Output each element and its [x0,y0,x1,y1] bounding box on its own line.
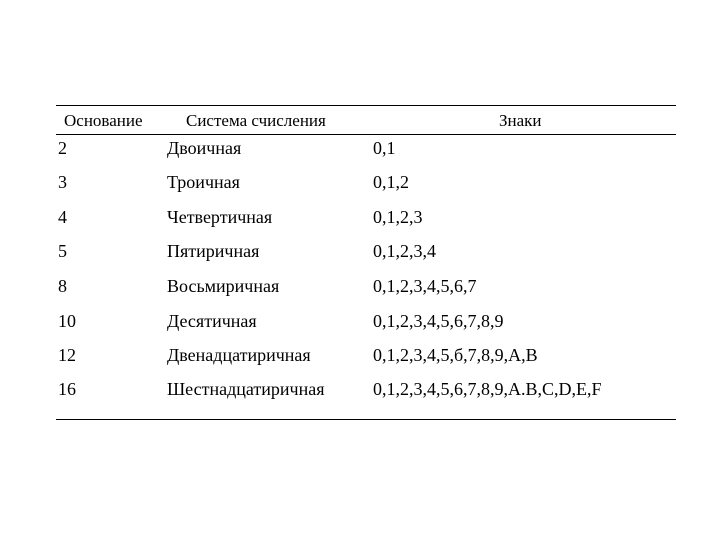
table-row [56,170,676,194]
cell-signs: 0,1,2,3,4,5,6,7 [373,276,477,296]
cell-signs: 0,1,2,3,4,5,6,7,8,9,А.В,С,D,E,F [373,379,602,399]
cell-base: 5 [58,241,67,261]
cell-system: Восьмиричная [167,276,280,296]
cell-system: Двенадцатиричная [167,345,311,365]
cell-signs: 0,1,2,3 [373,207,423,227]
header-base: Основание [64,111,143,130]
table-row [56,274,676,298]
table-row [56,309,676,333]
header-signs: Знаки [499,111,542,130]
cell-system: Шестнадцатиричная [167,379,325,399]
cell-signs: 0,1 [373,138,396,158]
table-row [56,205,676,229]
cell-signs: 0,1,2 [373,172,409,192]
table-row [56,343,676,367]
table-row [56,239,676,263]
cell-base: 4 [58,207,67,227]
cell-signs: 0,1,2,3,4,5,б,7,8,9,А,В [373,345,538,365]
cell-signs: 0,1,2,3,4,5,6,7,8,9 [373,311,504,331]
cell-system: Двоичная [167,138,242,158]
cell-base: 2 [58,138,67,158]
cell-signs: 0,1,2,3,4 [373,241,436,261]
cell-base: 8 [58,276,67,296]
cell-system: Четвертичная [167,207,273,227]
table-header-rule [56,134,676,135]
table-row [56,136,676,160]
cell-system: Троичная [167,172,240,192]
table-top-rule [56,105,676,106]
cell-base: 3 [58,172,67,192]
table-row [56,377,676,401]
cell-base: 12 [58,345,76,365]
cell-system: Десятичная [167,311,257,331]
table-bottom-rule [56,419,676,420]
cell-system: Пятиричная [167,241,260,261]
header-system: Система счисления [186,111,326,130]
cell-base: 10 [58,311,76,331]
cell-base: 16 [58,379,76,399]
